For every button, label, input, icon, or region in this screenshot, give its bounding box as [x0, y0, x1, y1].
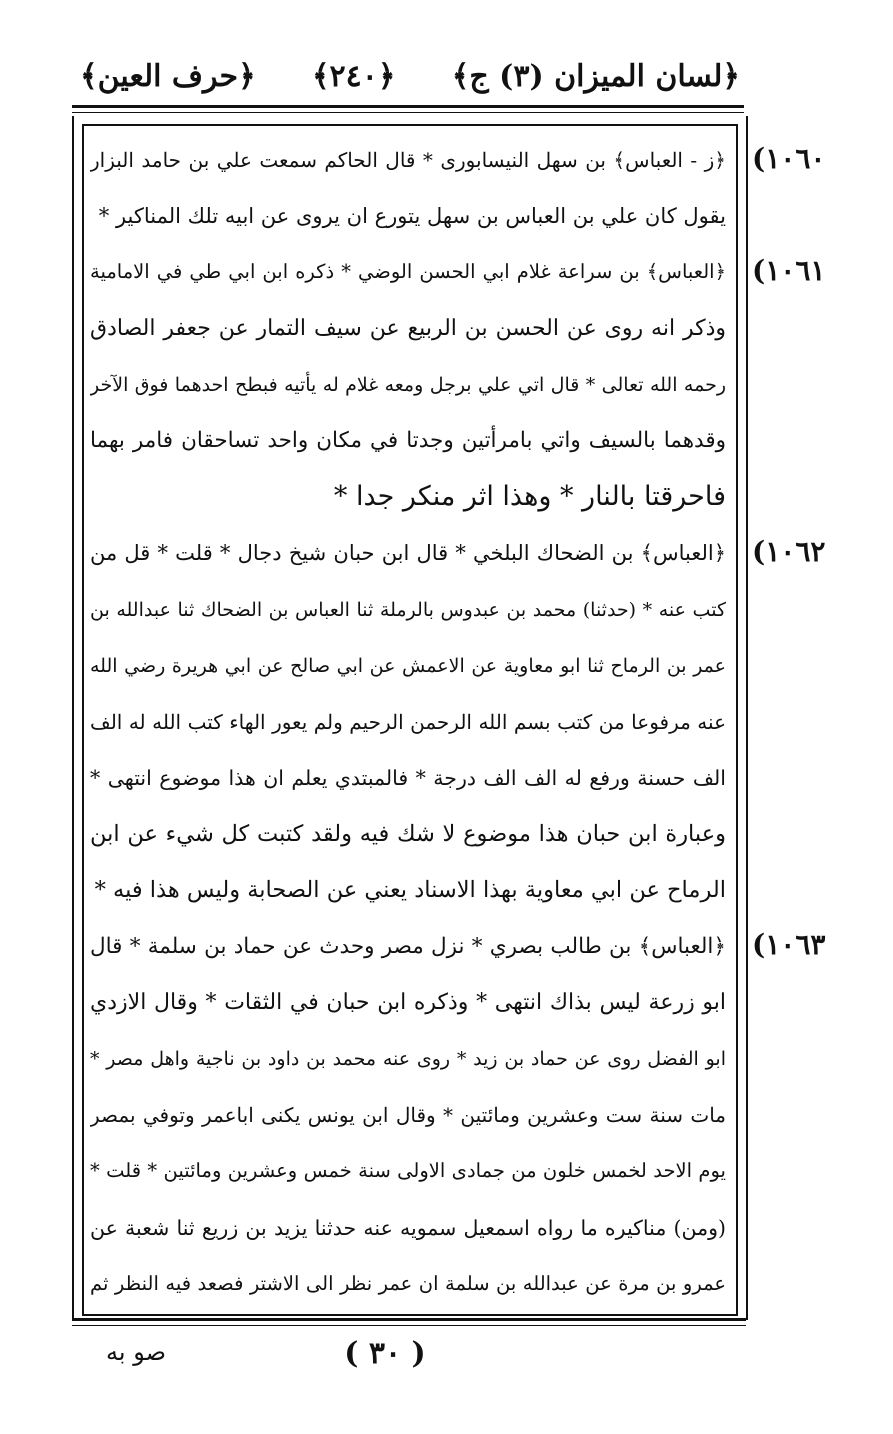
header-section-title: ﴿حرف العين﴾	[80, 58, 256, 94]
text-line: عمر بن الرماح ثنا ابو معاوية عن الاعمش عن ابي صالح عن ابي هريرة رضي الله	[90, 654, 726, 677]
text-line: ﴿العباس﴾ بن الضحاك البلخي * قال ابن حبان شيخ دجال * قلت * قل من	[90, 541, 726, 566]
header-book-title: ﴿لسان الميزان (٣) ج﴾	[451, 58, 740, 94]
text-line: فاحرقتا بالنار * وهذا اثر منكر جدا *	[333, 481, 726, 513]
text-line: عنه مرفوعا من كتب بسم الله الرحمن الرحيم ولم يعور الهاء كتب الله له الف	[90, 709, 726, 734]
text-line: ابو الفضل روى عن حماد بن زيد * روى عنه محمد بن داود بن ناجية واهل مصر *	[90, 1048, 726, 1070]
text-line: الف حسنة ورفع له الف الف درجة * فالمبتدي يعلم ان هذا موضوع انتهى *	[90, 766, 726, 791]
text-line: وذكر انه روى عن الحسن بن الربيع عن سيف التمار عن جعفر الصادق	[90, 315, 726, 341]
header-rule	[72, 105, 744, 108]
header-rule	[72, 112, 744, 113]
entry-number: (١٠٦١	[752, 254, 826, 287]
text-line: مات سنة ست وعشرين ومائتين * وقال ابن يونس يكنى اباعمر وتوفي بمصر	[90, 1103, 726, 1128]
text-line: ﴿العباس﴾ بن طالب بصري * نزل مصر وحدث عن حماد بن سلمة * قال	[90, 933, 726, 959]
entry-number: (١٠٦٠	[752, 142, 826, 175]
footer-rule	[72, 1325, 746, 1326]
text-line: الرماح عن ابي معاوية بهذا الاسناد يعني عن الصحابة وليس هذا فيه *	[94, 877, 726, 904]
text-line: رحمه الله تعالى * قال اتي علي برجل ومعه غلام له يأتيه فبطح احدهما فوق الآخر	[90, 373, 726, 396]
header-page-number: ﴿٢٤٠﴾	[311, 58, 396, 94]
text-line: عمرو بن مرة عن عبدالله بن سلمة ان عمر نظر الى الاشتر فصعد فيه النظر ثم	[90, 1271, 726, 1295]
entry-number: (١٠٦٣	[752, 928, 826, 961]
footer-signature-mark: صو به	[106, 1338, 166, 1366]
text-line: وعبارة ابن حبان هذا موضوع لا شك فيه ولقد كتبت كل شيء عن ابن	[90, 821, 726, 848]
text-line: يقول كان علي بن العباس بن سهل يتورع ان يروى عن ابيه تلك المناكير *	[98, 204, 726, 229]
body-text	[90, 132, 726, 1312]
text-line: (ومن) مناكيره ما رواه اسمعيل سمويه عنه حدثنا يزيد بن زريع ثنا شعبة عن	[90, 1215, 726, 1240]
text-line: ﴿العباس﴾ بن سراعة غلام ابي الحسن الوضي * ذكره ابن ابي طي في الامامية	[90, 260, 726, 284]
footer-rule	[72, 1318, 746, 1321]
running-header	[80, 52, 740, 100]
text-line: كتب عنه * (حدثنا) محمد بن عبدوس بالرملة ثنا العباس بن الضحاك ثنا عبدالله بن	[90, 598, 726, 621]
text-line: ابو زرعة ليس بذاك انتهى * وذكره ابن حبان في الثقات * وقال الازدي	[90, 989, 726, 1015]
entry-number: (١٠٦٢	[752, 535, 826, 568]
footer-page-number: ( ٣٠ )	[344, 1336, 426, 1371]
text-line: ﴿ز - العباس﴾ بن سهل النيسابورى * قال الحاكم سمعت علي بن حامد البزار	[90, 148, 726, 172]
text-line: يوم الاحد لخمس خلون من جمادى الاولى سنة خمس وعشرين ومائتين * قلت *	[90, 1159, 726, 1183]
text-line: وقدهما بالسيف واتي بامرأتين وجدتا في مكان واحد تساحقان فامر بهما	[90, 427, 726, 453]
